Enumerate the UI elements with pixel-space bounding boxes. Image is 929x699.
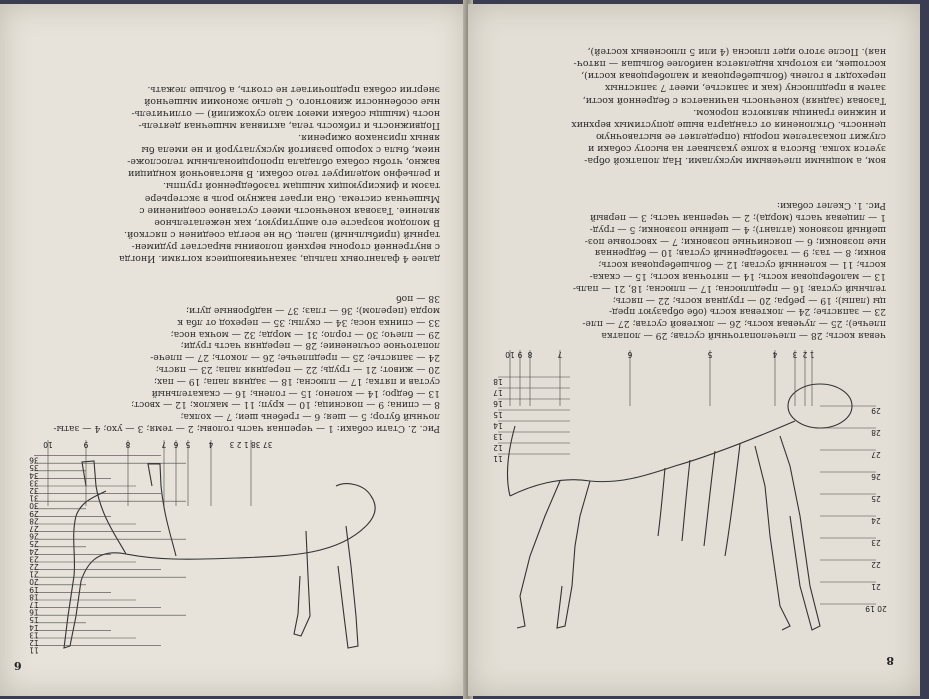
text-line: далее 4 фаланговых пальца, заканчивающиеся когтями. Иногда [119,253,440,264]
text-line: тарный (прибыльный) палец. Он не всегда соединен с пясткой. [123,228,440,240]
text-line: ные особенности животного. С целью экономии мышечной [144,95,440,107]
skeleton-svg [490,346,890,666]
figure-label: 18 [29,592,39,602]
figure-label: 31 [29,493,39,503]
caption-line: вонки; 8 — таз; 9 — тазобедренный сустав; 10 — бедренная [594,247,886,259]
caption-line: морда (перелом); 36 — глаз; 37 — надбровные дуги; [185,305,440,317]
caption-line: шейный позвонок (атлант); 4 — шейные позвонки; 5 — груд- [589,223,886,235]
caption-line: сустав и пятка; 17 — плюсна; 18 — задняя лапа; 19 — пах; [153,375,440,387]
figure-label: 25 [871,494,881,503]
right-book-page [468,4,920,696]
text-line: костошек, из которых выделяется наиболее большая — пяточ- [573,58,886,70]
caption-line: тельный сустав; 16 — предплюсна; 17 — плюсна; 18, 21 — паль- [572,282,886,294]
text-line: В молодом возрасте его ампутируют, как нежелательное [154,216,440,228]
figure-label: 22 [871,560,881,569]
figure-caption [40,284,440,434]
figure-label: 8 [125,440,131,449]
figure-label: 15 [493,410,503,419]
figure-label: 36 [29,455,39,465]
figure-label: 5 [185,440,191,449]
figure-label: 22 [29,562,39,571]
figure-label: 12 [29,638,39,647]
figure-label: 8 [527,350,533,359]
dog-outline-svg [26,436,426,676]
caption-line: 38 — поб [396,293,440,305]
figure-label: 29 [871,406,881,415]
figure-label: 16 [29,607,39,617]
text-line: затем в предплюсну (как и запястье, имеет 7 запястных [604,82,886,94]
figure-label: 33 [29,478,39,488]
figure-label: 32 [29,486,39,495]
figure-label: 13 [29,630,39,640]
dog-points-figure [26,436,426,676]
caption-line: лочный бугор; 5 — шея; 6 — гребень шеи; 7 — холка; [180,411,440,423]
figure-label: 23 [29,554,39,564]
figure-label: 14 [493,421,503,430]
caption-line: цы (лапы); 19 — ребра; 20 — грудная кость; 22 — пясть; [612,294,886,306]
caption-line: плечье); 25 — лучевая кость; 26 — локтевой сустав; 27 — пле- [582,318,886,330]
text-line: ценность. Отклонения от стандарта выше допустимых верхних [571,118,886,130]
figure-label: 35 [29,463,39,473]
figure-label: 3 [792,350,798,359]
page-number: 8 [886,654,894,667]
caption-line: чевая кость; 28 — плечелопаточный сустав; 29 — лопатка [601,330,886,341]
figure-label: 21 [871,582,881,591]
figure-label: 37 38 1 2 3 [229,440,273,449]
figure-label: 23 [871,538,881,547]
figure-label: 9 [83,440,89,449]
figure-label: 9 [517,350,523,359]
figure-label: 11 [493,454,503,463]
figure-label: 10 [43,440,53,449]
figure-label: 25 [29,539,39,549]
text-line: и рельефно моделирует тело собаки. В выставочной кондиции [128,168,440,180]
text-line: нием, была с хорошо развитой мускулатурой и не имела бы [141,144,440,156]
figure-label: 14 [29,622,39,632]
caption-line: 8 — спина; 9 — поясница; 10 — круп; 11 — маклок; 12 — хвост; [130,399,440,411]
figure-label: 4 [772,350,778,359]
text-line: ность (мышцы собаки имеют мало сухожилий) — отличитель- [131,107,440,119]
figure-label: 7 [161,440,167,449]
right-page-content [468,4,920,696]
caption-line: Рис. 2. Стати собаки: 1 — черепная часть головы; 2 — темя; 3 — ухо; 4 — заты- [53,423,440,434]
text-line: важно, чтобы собака обладала пропорциональным телосложе- [127,156,440,168]
figure-label: 12 [493,443,503,452]
figure-label: 17 [29,600,39,609]
figure-label: 4 [208,440,214,449]
text-line: энергии собака предпочитает не стоять, а больше лежать. [147,83,440,95]
figure-label: 24 [871,516,881,525]
figure-label: 6 [173,440,179,449]
figure-label: 26 [29,531,39,541]
figure-label: 21 [29,569,39,579]
text-line: переходят в голень (большеберцовая и малоберцовая кости), [581,70,886,82]
text-line: явление. Тазовая конечность имеет суставное соединение с [139,204,440,216]
caption-line: 13 — малоберцовая кость; 14 — пяточная кость; 15 — скака- [589,271,886,283]
left-book-page [0,4,466,696]
figure-label: 7 [557,350,563,359]
text-line: Тазовая (задняя) конечность начинается с бедренной кости, [582,94,886,106]
figure-label: 2 [802,350,808,359]
figure-label: 13 [493,432,503,441]
caption-line: ные позвонки; 6 — поясничные позвонки; 7 — хвостовые поз- [584,235,886,247]
caption-line: 23 — запястье; 24 — локтевая кость (обе образуют пред- [609,306,886,318]
text-line: зуется холка. Высота в холке указывает на высоту собаки и [587,142,886,154]
figure-label: 30 [29,501,39,511]
figure-label: 29 [29,508,39,518]
caption-line: 24 — запястье; 25 — предплечье; 26 — локоть; 27 — плече- [150,352,440,364]
figure-label: 1 [809,350,815,359]
dog-skeleton-figure [490,346,890,666]
text-line: явных признаков ожирения. [298,132,440,144]
text-line: вом, а мощными плечевыми мускулами. Над лопаткой обра- [584,155,886,166]
figure-label: 15 [29,615,39,625]
figure-label: 20 19 [865,604,887,613]
text-line: тазом и фиксирующих мышцам тазобедренной группы. [162,180,440,192]
figure-label: 6 [627,350,633,359]
text-line: ная). После этого идет плюсна (4 или 5 плюсневых костей), [587,46,886,58]
body-text [40,24,440,264]
figure-label: 27 [871,450,881,459]
figure-label: 19 [29,584,39,594]
text-line: и нижние границы являются пороком. [693,106,886,118]
figure-label: 28 [871,428,881,437]
figure-label: 27 [29,524,39,533]
figure-label: 18 [493,377,503,386]
figure-label: 24 [29,546,39,556]
figure-label: 10 [505,350,515,359]
caption-line: Рис. 1. Скелет собаки: [776,200,886,212]
caption-line: 1 — лицевая часть (морда); 2 — черепная часть; 3 — первый [590,212,886,224]
body-text [496,16,886,166]
figure-label: 5 [707,350,713,359]
caption-line: кость; 11 — коленный сустав; 12 — большеберцовая кость; [598,259,886,271]
figure-label: 17 [493,388,503,397]
text-line: Подвижность и гибкость тела, активная мышечная деятель- [138,119,440,131]
left-page-content [0,4,466,696]
page-number: 6 [14,659,22,672]
figure-label: 34 [29,470,39,480]
caption-line: 20 — живот; 21 — грудь; 22 — передняя лапа; 23 — пясть; [155,364,440,376]
text-line: с внутренней стороны верхней половины вырастает рудимен- [131,240,440,252]
figure-label: 11 [29,645,39,655]
caption-line: лопаточное сочленение; 28 — передняя часть груди; [180,340,440,352]
figure-label: 20 [29,577,39,587]
text-line: служит показателем породы (определяет ее выставочную [596,130,886,142]
figure-label: 28 [29,516,39,526]
caption-line: 29 — плечо; 30 — горло; 31 — морда; 32 — мочка носа; [170,328,440,340]
figure-label: 26 [871,472,881,481]
figure-label: 16 [493,399,503,408]
caption-line: 13 — бедро; 14 — колено; 15 — голень; 16 — скакательный [151,387,440,399]
text-line: Мышечная система. Она играет важную роль в экстерьере [144,192,440,204]
caption-line: 33 — спинка носа; 34 — скулы; 35 — переход от лба к [177,316,440,328]
figure-caption [496,176,886,341]
